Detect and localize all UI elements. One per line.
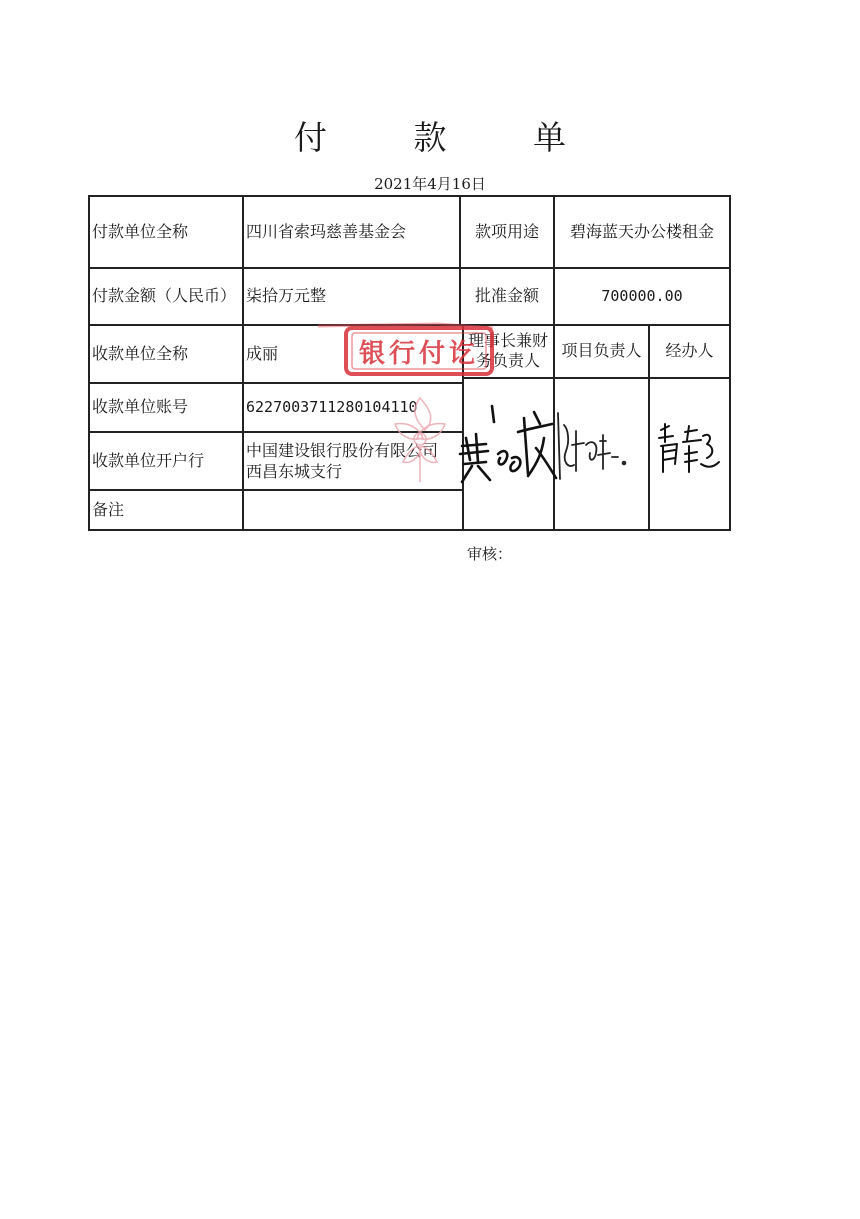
payee-bank-line1: 中国建设银行股份有限公司 [246,440,439,460]
chairman-signature [452,398,562,488]
project-lead-signature [552,405,632,485]
handler-label: 经办人 [665,341,714,360]
payer-name-value: 四川省索玛慈善基金会 [246,221,407,241]
approved-amount-label: 批准金额 [474,286,539,305]
document-title: 付 款 单 [294,118,604,157]
remarks-value [246,490,458,529]
payer-name-label: 付款单位全称 [92,221,189,241]
project-lead-label: 项目负责人 [561,341,642,360]
payee-name-label: 收款单位全称 [92,343,189,363]
payee-bank-label: 收款单位开户行 [92,450,205,470]
audit-label: 审核： [467,545,513,563]
payee-bank-line2: 西昌东城支行 [246,461,343,481]
handler-signature [655,420,725,480]
purpose-value: 碧海蓝天办公楼租金 [569,221,714,241]
payee-account-value: 6227003711280104110 [246,398,418,416]
payee-name-value: 成丽 [246,343,279,363]
document-date: 2021年4月16日 [374,175,486,193]
amount-value: 柒拾万元整 [246,286,327,305]
purpose-label: 款项用途 [474,221,539,241]
red-seal-mark [385,392,455,487]
bank-paid-stamp [318,318,498,378]
stamp-text: 银行付讫 [358,339,480,369]
remarks-label: 备注 [92,499,125,519]
amount-label: 付款金额（人民币） [92,286,237,305]
chairman-label-line1: 理事长兼财 [467,331,548,350]
chairman-label-line2: 务负责人 [475,351,540,370]
approved-amount-value: 700000.00 [601,287,683,305]
payee-account-label: 收款单位账号 [92,397,189,416]
